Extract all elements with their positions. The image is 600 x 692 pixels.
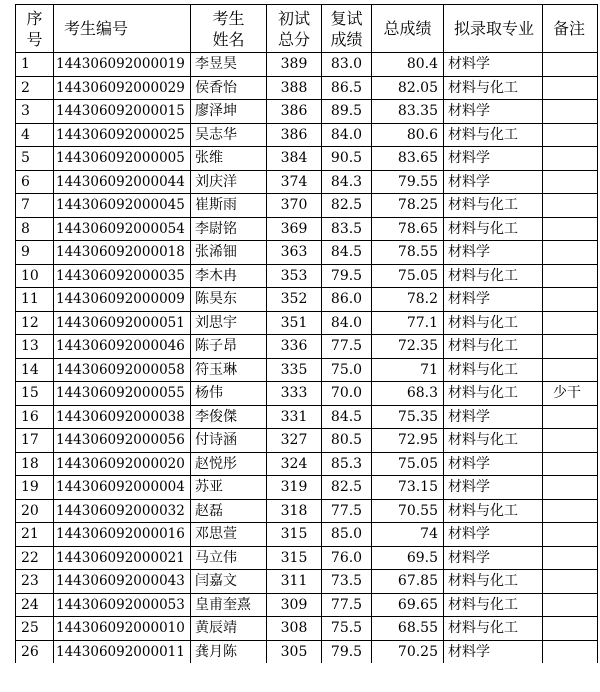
initial-score-cell: 311: [267, 570, 322, 594]
initial-score-cell: 315: [267, 546, 322, 570]
exam-id-cell: 144306092000056: [54, 429, 191, 453]
total-score-cell: 69.5: [372, 546, 444, 570]
table-row: [16, 476, 598, 500]
retest-score-cell: 84.5: [322, 405, 372, 429]
note-cell: [543, 429, 598, 453]
initial-score-cell: 333: [267, 382, 322, 406]
initial-score-cell: 308: [267, 617, 322, 641]
table-row: [16, 288, 598, 312]
initial-score-cell: 386: [267, 123, 322, 147]
header-initial-score: 初试 总分: [267, 5, 322, 53]
note-cell: [543, 194, 598, 218]
major-cell: 材料学: [444, 241, 543, 265]
note-cell: [543, 100, 598, 124]
table-row: [16, 264, 598, 288]
table-row: [16, 53, 598, 77]
exam-id-cell: 144306092000029: [54, 76, 191, 100]
note-cell: [543, 640, 598, 663]
exam-id-cell: 144306092000004: [54, 476, 191, 500]
total-score-cell: 80.6: [372, 123, 444, 147]
table-row: [16, 570, 598, 594]
student-name-cell: 李俊傑: [191, 405, 267, 429]
table-row: [16, 335, 598, 359]
retest-score-cell: 86.5: [322, 76, 372, 100]
row-number: 22: [16, 546, 54, 570]
row-number: 19: [16, 476, 54, 500]
initial-score-cell: 319: [267, 476, 322, 500]
row-number: 6: [16, 170, 54, 194]
table-row: [16, 546, 598, 570]
row-number: 23: [16, 570, 54, 594]
note-cell: 少干: [543, 382, 598, 406]
exam-id-cell: 144306092000044: [54, 170, 191, 194]
student-name-cell: 刘思宇: [191, 311, 267, 335]
student-name-cell: 廖泽坤: [191, 100, 267, 124]
row-number: 20: [16, 499, 54, 523]
total-score-cell: 77.1: [372, 311, 444, 335]
table-row: [16, 76, 598, 100]
total-score-cell: 68.3: [372, 382, 444, 406]
initial-score-cell: 335: [267, 358, 322, 382]
exam-id-cell: 144306092000010: [54, 617, 191, 641]
total-score-cell: 75.05: [372, 264, 444, 288]
student-name-cell: 黄辰靖: [191, 617, 267, 641]
exam-id-cell: 144306092000005: [54, 147, 191, 171]
exam-id-cell: 144306092000045: [54, 194, 191, 218]
major-cell: 材料与化工: [444, 570, 543, 594]
note-cell: [543, 53, 598, 77]
table-row: [16, 170, 598, 194]
student-name-cell: 张浠钿: [191, 241, 267, 265]
header-retest-score: 复试 成绩: [322, 5, 372, 53]
retest-score-cell: 86.0: [322, 288, 372, 312]
total-score-cell: 70.25: [372, 640, 444, 663]
total-score-cell: 69.65: [372, 593, 444, 617]
major-cell: 材料与化工: [444, 311, 543, 335]
exam-id-cell: 144306092000054: [54, 217, 191, 241]
total-score-cell: 72.35: [372, 335, 444, 359]
header-major: 拟录取专业: [444, 5, 543, 53]
retest-score-cell: 82.5: [322, 476, 372, 500]
exam-id-cell: 144306092000058: [54, 358, 191, 382]
table-row: [16, 452, 598, 476]
retest-score-cell: 77.5: [322, 593, 372, 617]
initial-score-cell: 369: [267, 217, 322, 241]
major-cell: 材料与化工: [444, 76, 543, 100]
initial-score-cell: 351: [267, 311, 322, 335]
student-name-cell: 符玉琳: [191, 358, 267, 382]
initial-score-cell: 370: [267, 194, 322, 218]
exam-id-cell: 144306092000020: [54, 452, 191, 476]
student-name-cell: 赵磊: [191, 499, 267, 523]
table-row: [16, 194, 598, 218]
exam-id-cell: 144306092000016: [54, 523, 191, 547]
retest-score-cell: 77.5: [322, 335, 372, 359]
note-cell: [543, 123, 598, 147]
initial-score-cell: 353: [267, 264, 322, 288]
initial-score-cell: 331: [267, 405, 322, 429]
total-score-cell: 70.55: [372, 499, 444, 523]
exam-id-cell: 144306092000025: [54, 123, 191, 147]
table-row: [16, 358, 598, 382]
student-name-cell: 李尉铭: [191, 217, 267, 241]
total-score-cell: 78.25: [372, 194, 444, 218]
table-row: [16, 382, 598, 406]
note-cell: [543, 335, 598, 359]
table-row: [16, 217, 598, 241]
total-score-cell: 78.55: [372, 241, 444, 265]
major-cell: 材料与化工: [444, 499, 543, 523]
major-cell: 材料学: [444, 405, 543, 429]
table-row: [16, 523, 598, 547]
initial-score-cell: 386: [267, 100, 322, 124]
total-score-cell: 83.35: [372, 100, 444, 124]
note-cell: [543, 546, 598, 570]
retest-score-cell: 84.5: [322, 241, 372, 265]
row-number: 24: [16, 593, 54, 617]
total-score-cell: 78.2: [372, 288, 444, 312]
retest-score-cell: 82.5: [322, 194, 372, 218]
row-number: 15: [16, 382, 54, 406]
exam-id-cell: 144306092000011: [54, 640, 191, 663]
retest-score-cell: 80.5: [322, 429, 372, 453]
major-cell: 材料与化工: [444, 429, 543, 453]
retest-score-cell: 89.5: [322, 100, 372, 124]
retest-score-cell: 83.0: [322, 53, 372, 77]
initial-score-cell: 363: [267, 241, 322, 265]
exam-id-cell: 144306092000015: [54, 100, 191, 124]
initial-score-cell: 389: [267, 53, 322, 77]
row-number: 7: [16, 194, 54, 218]
header-no: 序 号: [16, 5, 54, 53]
initial-score-cell: 374: [267, 170, 322, 194]
major-cell: 材料学: [444, 476, 543, 500]
header-name: 考生 姓名: [191, 5, 267, 53]
initial-score-cell: 318: [267, 499, 322, 523]
total-score-cell: 83.65: [372, 147, 444, 171]
major-cell: 材料与化工: [444, 217, 543, 241]
major-cell: 材料学: [444, 288, 543, 312]
admission-table: [15, 4, 598, 663]
table-row: [16, 405, 598, 429]
retest-score-cell: 79.5: [322, 640, 372, 663]
major-cell: 材料与化工: [444, 123, 543, 147]
retest-score-cell: 73.5: [322, 570, 372, 594]
row-number: 8: [16, 217, 54, 241]
note-cell: [543, 499, 598, 523]
retest-score-cell: 75.0: [322, 358, 372, 382]
note-cell: [543, 264, 598, 288]
student-name-cell: 赵悦彤: [191, 452, 267, 476]
total-score-cell: 67.85: [372, 570, 444, 594]
student-name-cell: 杨伟: [191, 382, 267, 406]
major-cell: 材料与化工: [444, 264, 543, 288]
note-cell: [543, 358, 598, 382]
exam-id-cell: 144306092000021: [54, 546, 191, 570]
table-row: [16, 311, 598, 335]
total-score-cell: 74: [372, 523, 444, 547]
row-number: 2: [16, 76, 54, 100]
major-cell: 材料与化工: [444, 358, 543, 382]
table-row: [16, 123, 598, 147]
note-cell: [543, 405, 598, 429]
initial-score-cell: 352: [267, 288, 322, 312]
header-note: 备注: [543, 5, 598, 53]
total-score-cell: 71: [372, 358, 444, 382]
major-cell: 材料与化工: [444, 194, 543, 218]
major-cell: 材料与化工: [444, 593, 543, 617]
student-name-cell: 陈昊东: [191, 288, 267, 312]
initial-score-cell: 305: [267, 640, 322, 663]
student-name-cell: 付诗涵: [191, 429, 267, 453]
row-number: 3: [16, 100, 54, 124]
retest-score-cell: 85.0: [322, 523, 372, 547]
row-number: 5: [16, 147, 54, 171]
exam-id-cell: 144306092000043: [54, 570, 191, 594]
exam-id-cell: 144306092000035: [54, 264, 191, 288]
student-name-cell: 龚月陈: [191, 640, 267, 663]
total-score-cell: 80.4: [372, 53, 444, 77]
exam-id-cell: 144306092000038: [54, 405, 191, 429]
note-cell: [543, 570, 598, 594]
header-exam-id: 考生编号: [54, 5, 191, 53]
total-score-cell: 79.55: [372, 170, 444, 194]
retest-score-cell: 84.3: [322, 170, 372, 194]
student-name-cell: 李木冉: [191, 264, 267, 288]
exam-id-cell: 144306092000053: [54, 593, 191, 617]
row-number: 25: [16, 617, 54, 641]
note-cell: [543, 617, 598, 641]
row-number: 12: [16, 311, 54, 335]
row-number: 4: [16, 123, 54, 147]
header-row: [16, 5, 598, 53]
student-name-cell: 侯香怡: [191, 76, 267, 100]
retest-score-cell: 83.5: [322, 217, 372, 241]
student-name-cell: 邓思萱: [191, 523, 267, 547]
total-score-cell: 68.55: [372, 617, 444, 641]
row-number: 26: [16, 640, 54, 663]
retest-score-cell: 76.0: [322, 546, 372, 570]
row-number: 1: [16, 53, 54, 77]
table-row: [16, 100, 598, 124]
header-total-score: 总成绩: [372, 5, 444, 53]
note-cell: [543, 523, 598, 547]
row-number: 14: [16, 358, 54, 382]
major-cell: 材料学: [444, 640, 543, 663]
table-row: [16, 640, 598, 663]
row-number: 21: [16, 523, 54, 547]
total-score-cell: 75.05: [372, 452, 444, 476]
major-cell: 材料学: [444, 546, 543, 570]
row-number: 10: [16, 264, 54, 288]
student-name-cell: 闫嘉文: [191, 570, 267, 594]
initial-score-cell: 324: [267, 452, 322, 476]
retest-score-cell: 77.5: [322, 499, 372, 523]
major-cell: 材料学: [444, 523, 543, 547]
table-row: [16, 617, 598, 641]
exam-id-cell: 144306092000009: [54, 288, 191, 312]
major-cell: 材料学: [444, 452, 543, 476]
table-row: [16, 499, 598, 523]
total-score-cell: 75.35: [372, 405, 444, 429]
initial-score-cell: 384: [267, 147, 322, 171]
major-cell: 材料学: [444, 100, 543, 124]
exam-id-cell: 144306092000046: [54, 335, 191, 359]
student-name-cell: 李昱昊: [191, 53, 267, 77]
table-body: [16, 53, 598, 664]
retest-score-cell: 85.3: [322, 452, 372, 476]
note-cell: [543, 147, 598, 171]
note-cell: [543, 311, 598, 335]
retest-score-cell: 70.0: [322, 382, 372, 406]
major-cell: 材料与化工: [444, 617, 543, 641]
table-row: [16, 147, 598, 171]
major-cell: 材料与化工: [444, 335, 543, 359]
retest-score-cell: 90.5: [322, 147, 372, 171]
major-cell: 材料学: [444, 53, 543, 77]
retest-score-cell: 79.5: [322, 264, 372, 288]
row-number: 9: [16, 241, 54, 265]
student-name-cell: 吴志华: [191, 123, 267, 147]
table-row: [16, 429, 598, 453]
row-number: 18: [16, 452, 54, 476]
student-name-cell: 张维: [191, 147, 267, 171]
total-score-cell: 72.95: [372, 429, 444, 453]
retest-score-cell: 75.5: [322, 617, 372, 641]
exam-id-cell: 144306092000032: [54, 499, 191, 523]
note-cell: [543, 452, 598, 476]
major-cell: 材料学: [444, 147, 543, 171]
note-cell: [543, 241, 598, 265]
student-name-cell: 崔斯雨: [191, 194, 267, 218]
retest-score-cell: 84.0: [322, 311, 372, 335]
table-row: [16, 241, 598, 265]
major-cell: 材料学: [444, 170, 543, 194]
note-cell: [543, 476, 598, 500]
student-name-cell: 苏亚: [191, 476, 267, 500]
major-cell: 材料与化工: [444, 382, 543, 406]
exam-id-cell: 144306092000019: [54, 53, 191, 77]
note-cell: [543, 288, 598, 312]
exam-id-cell: 144306092000051: [54, 311, 191, 335]
student-name-cell: 皇甫奎熹: [191, 593, 267, 617]
row-number: 17: [16, 429, 54, 453]
initial-score-cell: 388: [267, 76, 322, 100]
student-name-cell: 马立伟: [191, 546, 267, 570]
initial-score-cell: 336: [267, 335, 322, 359]
row-number: 13: [16, 335, 54, 359]
table-row: [16, 593, 598, 617]
initial-score-cell: 327: [267, 429, 322, 453]
total-score-cell: 78.65: [372, 217, 444, 241]
initial-score-cell: 315: [267, 523, 322, 547]
student-name-cell: 刘庆洋: [191, 170, 267, 194]
exam-id-cell: 144306092000018: [54, 241, 191, 265]
note-cell: [543, 76, 598, 100]
retest-score-cell: 84.0: [322, 123, 372, 147]
note-cell: [543, 170, 598, 194]
total-score-cell: 82.05: [372, 76, 444, 100]
total-score-cell: 73.15: [372, 476, 444, 500]
initial-score-cell: 309: [267, 593, 322, 617]
exam-id-cell: 144306092000055: [54, 382, 191, 406]
row-number: 16: [16, 405, 54, 429]
student-name-cell: 陈子昂: [191, 335, 267, 359]
row-number: 11: [16, 288, 54, 312]
note-cell: [543, 217, 598, 241]
note-cell: [543, 593, 598, 617]
